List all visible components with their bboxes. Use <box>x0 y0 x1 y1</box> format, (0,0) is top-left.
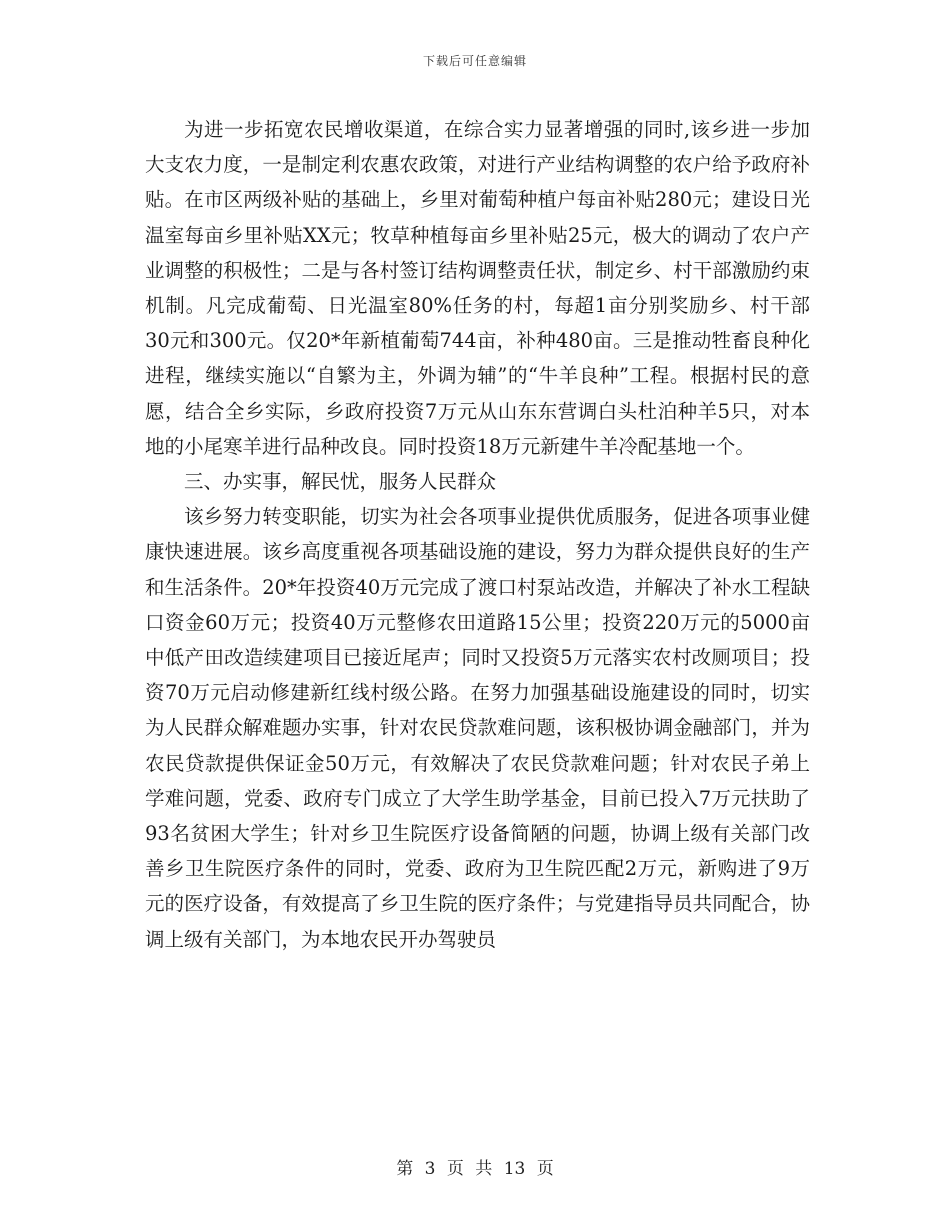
paragraph-agri-subsidy: 为进一步拓宽农民增收渠道，在综合实力显著增强的同时,该乡进一步加大支农力度，一是制定利农惠农政策，对进行产业结构调整的农户给予政府补贴。在市区两级补贴的基础上，乡里对葡萄种植户每亩补贴280元；建设日光温室每亩乡里补贴XX元；牧草种植每亩乡里补贴25元，极大的调动了农户产业调整的积极性；二是与各村签订结构调整责任状，制定乡、村干部激励约束机制。凡完成葡萄、日光温室80%任务的村，每超1亩分别奖励乡、村干部30元和300元。仅20*年新植葡萄744亩，补种480亩。三是推动牲畜良种化进程，继续实施以“自繁为主，外调为辅”的“牛羊良种”工程。根据村民的意愿，结合全乡实际，乡政府投资7万元从山东东营调白头杜泊种羊5只，对本地的小尾寒羊进行品种改良。同时投资18万元新建牛羊冷配基地一个。 <box>145 118 810 458</box>
page-header-note: 下载后可任意编辑 <box>422 54 527 68</box>
document-body <box>145 112 810 957</box>
paragraph-public-service: 该乡努力转变职能，切实为社会各项事业提供优质服务，促进各项事业健康快速进展。该乡高度重视各项基础设施的建设，努力为群众提供良好的生产和生活条件。20*年投资40万元完成了渡口村泵站改造，并解决了补水工程缺口资金60万元；投资40万元整修农田道路15公里；投资220万元的5000亩中低产田改造续建项目已接近尾声；同时又投资5万元落实农村改厕项目；投资70万元启动修建新红线村级公路。在努力加强基础设施建设的同时，切实为人民群众解难题办实事，针对农民贷款难问题，该积极协调金融部门，并为农民贷款提供保证金50万元，有效解决了农民贷款难问题；针对农民子弟上学难问题，党委、政府专门成立了大学生助学基金，目前已投入7万元扶助了93名贫困大学生；针对乡卫生院医疗设备简陋的问题，协调上级有关部门改善乡卫生院医疗条件的同时，党委、政府为卫生院匹配2万元，新购进了9万元的医疗设备，有效提高了乡卫生院的医疗条件；与党建指导员共同配合，协调上级有关部门，为本地农民开办驾驶员 <box>145 505 810 951</box>
page-number-footer: 第 3 页 共 13 页 <box>396 1159 554 1179</box>
section-heading: 三、办实事，解民忧，服务人民群众 <box>184 470 497 494</box>
